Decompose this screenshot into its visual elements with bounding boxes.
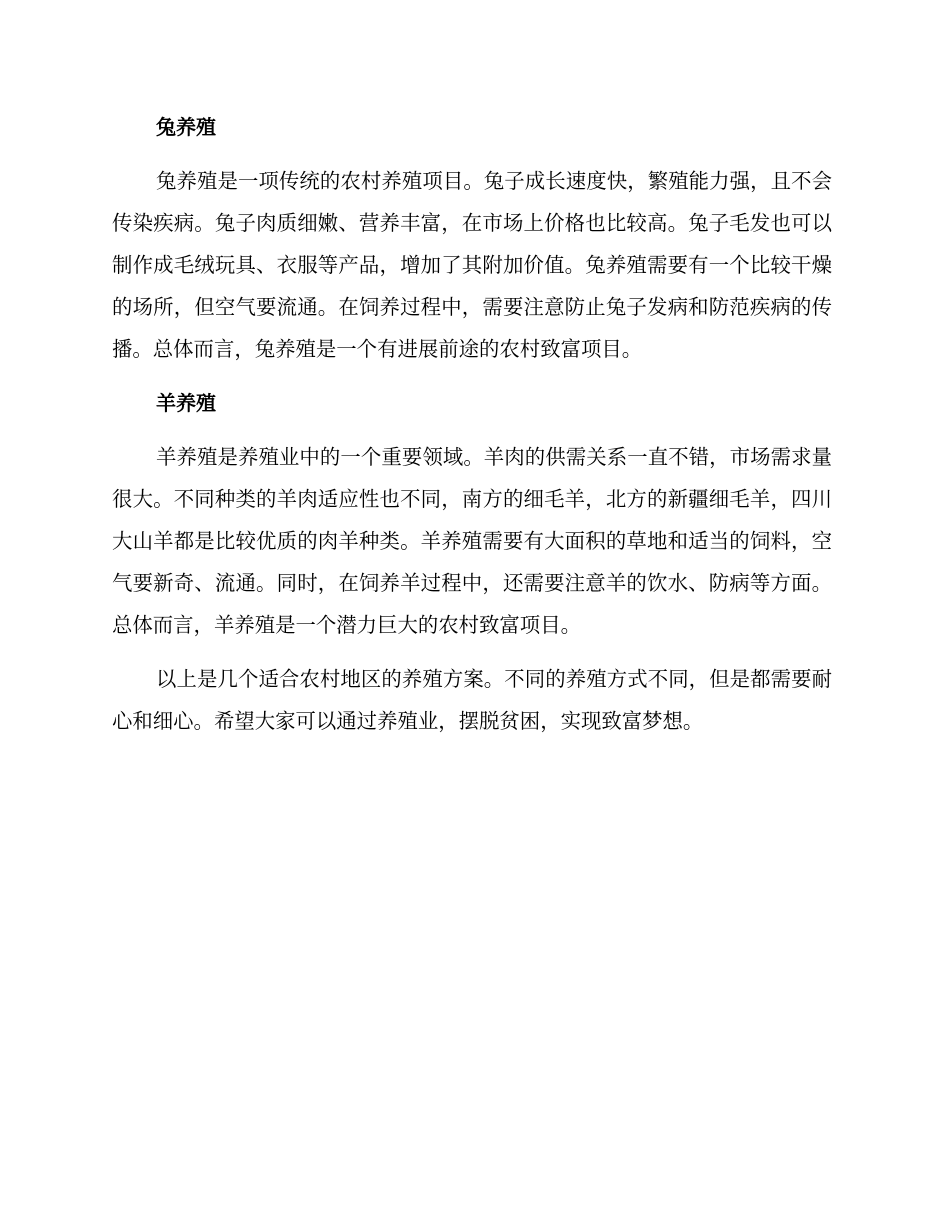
section-heading-rabbit: 兔养殖 (156, 115, 216, 139)
section-paragraph-rabbit: 兔养殖是一项传统的农村养殖项目。兔子成长速度快，繁殖能力强，且不会传染疾病。兔子肉质细嫩、营养丰富，在市场上价格也比较高。兔子毛发也可以制作成毛绒玩具、衣服等产品，增加了其附加价值。兔养殖需要有一个比较干燥的场所，但空气要流通。在饲养过程中，需要注意防止兔子发病和防范疾病的传播。总体而言，兔养殖是一个有进展前途的农村致富项目。 (112, 169, 832, 361)
conclusion-paragraph: 以上是几个适合农村地区的养殖方案。不同的养殖方式不同，但是都需要耐心和细心。希望大家可以通过养殖业，摆脱贫困，实现致富梦想。 (112, 667, 832, 733)
section-paragraph-sheep: 羊养殖是养殖业中的一个重要领域。羊肉的供需关系一直不错，市场需求量很大。不同种类的羊肉适应性也不同，南方的细毛羊，北方的新疆细毛羊，四川大山羊都是比较优质的肉羊种类。羊养殖需要有大面积的草地和适当的饲料，空气要新奇、流通。同时，在饲养羊过程中，还需要注意羊的饮水、防病等方面。总体而言，羊养殖是一个潜力巨大的农村致富项目。 (112, 445, 832, 637)
section-heading-sheep: 羊养殖 (156, 391, 216, 415)
document-page (112, 106, 832, 742)
